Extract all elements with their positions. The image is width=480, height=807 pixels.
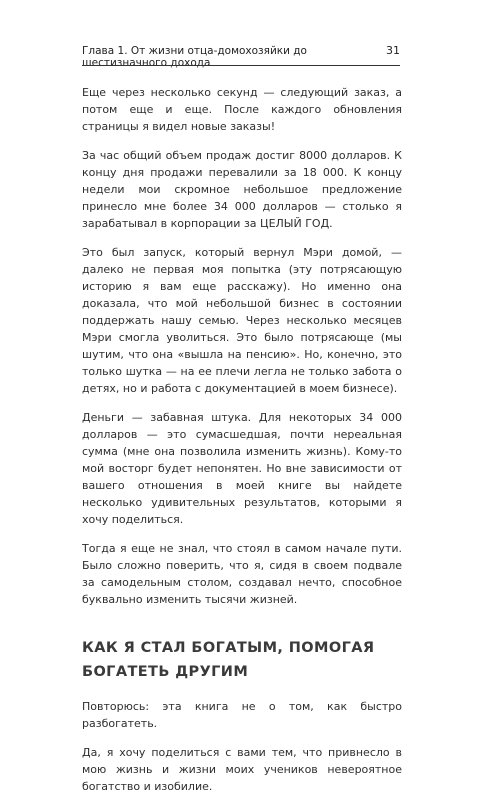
paragraph: Это был запуск, который вернул Мэри домой, — далеко не первая моя попытка (эту потрясающую историю я вам еще расскажу). Но именно она доказала, что мой небольшой бизнес в состоянии поддержать нашу семью. Через несколько месяцев Мэри смогла уволиться. Это было потрясающе (мы шутим, что она «вышла на пенсию». Но, конечно, это только шутка — на ее плечи легла не только забота о детях, но и работа с документацией в моем бизнесе). bbox=[82, 246, 402, 395]
running-header bbox=[82, 44, 400, 69]
paragraph: Тогда я еще не знал, что стоял в самом начале пути. Было сложно поверить, что я, сидя в своем подвале за самодельным столом, создавал нечто, способное буквально изменить тысячи жизней. bbox=[82, 542, 402, 606]
paragraph: За час общий объем продаж достиг 8000 долларов. К концу дня продажи перевалили за 18 000. К концу недели мои скромное небольшое предложение принесло мне более 34 000 долларов — столько я зарабатывал в корпорации за ЦЕЛЫЙ ГОД. bbox=[82, 149, 402, 230]
paragraph: Да, я хочу поделиться с вами тем, что привнесло в мою жизнь и жизни моих учеников невероятное богатство и изобилие. bbox=[82, 746, 402, 793]
header-rule bbox=[82, 65, 400, 66]
body-text bbox=[82, 84, 402, 807]
page-number: 31 bbox=[386, 44, 400, 57]
paragraph: Еще через несколько секунд — следующий заказ, а потом еще и еще. После каждого обновления страницы я видел новые заказы! bbox=[82, 86, 402, 133]
paragraph: Повторюсь: эта книга не о том, как быстро разбогатеть. bbox=[82, 700, 402, 730]
section-heading-line: КАК Я СТАЛ БОГАТЫМ, ПОМОГАЯ bbox=[82, 640, 375, 656]
chapter-title: Глава 1. От жизни отца-домохозяйки до шестизначного дохода bbox=[82, 45, 307, 69]
section-heading-line: БОГАТЕТЬ ДРУГИМ bbox=[82, 664, 249, 680]
paragraph: Деньги — забавная штука. Для некоторых 34 000 долларов — это сумасшедшая, почти нереальная сумма (мне она позволила изменить жизнь). Кому-то мой восторг будет непонятен. Но вне зависимости от вашего отношения в моей книге вы найдете несколько удивительных результатов, которыми я хочу поделиться. bbox=[82, 411, 402, 526]
section-heading bbox=[82, 636, 402, 684]
